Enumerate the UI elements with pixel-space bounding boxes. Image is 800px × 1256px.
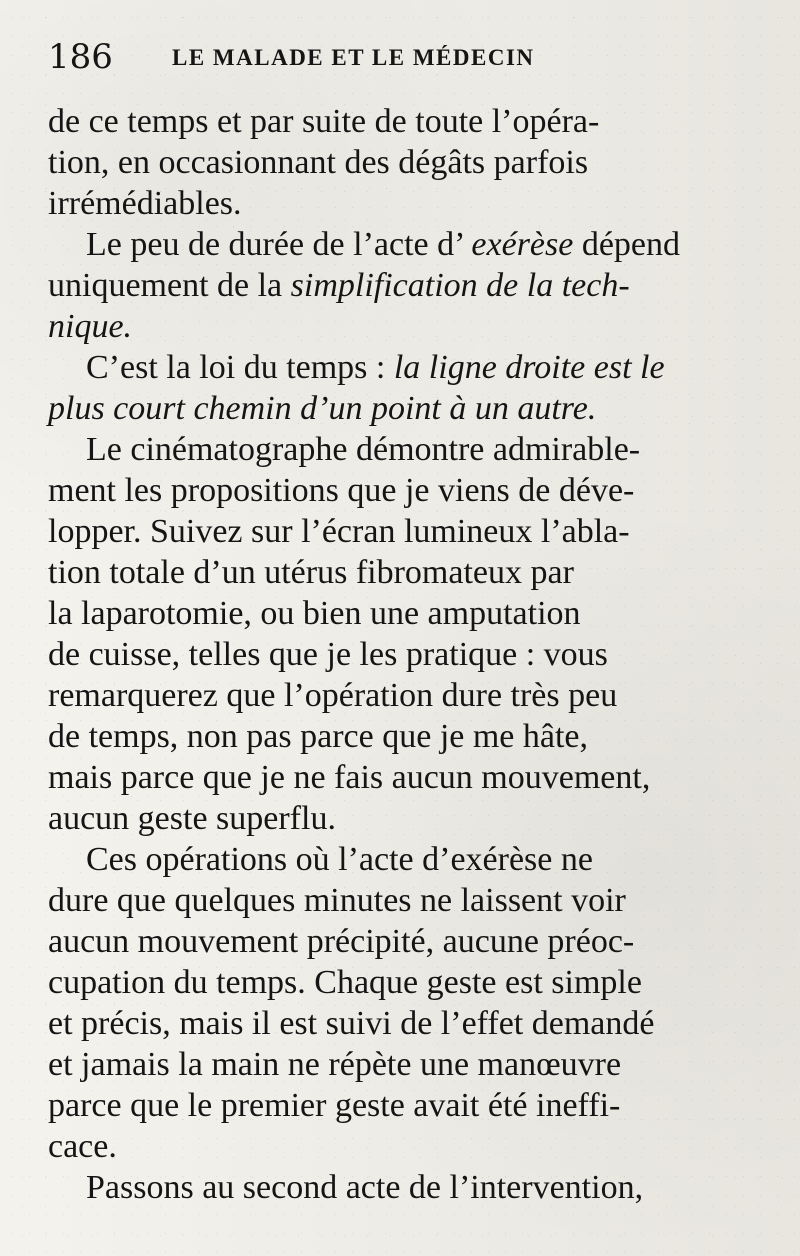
text-segment: cace. bbox=[48, 1128, 117, 1165]
text-segment: aucun mouvement précipité, aucune préoc- bbox=[48, 923, 635, 960]
text-segment: lopper. Suivez sur l’écran lumineux l’abla- bbox=[48, 513, 630, 550]
text-line bbox=[48, 594, 581, 634]
text-line bbox=[48, 553, 574, 593]
text-segment: aucun geste superflu. bbox=[48, 800, 336, 837]
running-title: LE MALADE ET LE MÉDECIN bbox=[172, 45, 535, 70]
text-segment: dépend bbox=[581, 226, 681, 263]
text-line bbox=[86, 225, 680, 265]
text-segment: tion totale d’un utérus fibromateux par bbox=[48, 554, 574, 591]
text-segment: mais parce que je ne fais aucun mouvement, bbox=[48, 759, 651, 796]
text-segment: Le peu de durée de l’acte d’ bbox=[86, 226, 463, 263]
italic-text-segment: nique. bbox=[48, 308, 133, 345]
text-line bbox=[48, 266, 630, 306]
text-segment: C’est la loi du temps : bbox=[86, 349, 394, 386]
text-line bbox=[48, 799, 336, 839]
text-line bbox=[48, 922, 634, 962]
text-segment: et précis, mais il est suivi de l’effet demandé bbox=[48, 1005, 655, 1042]
text-segment: de cuisse, telles que je les pratique : vous bbox=[48, 636, 608, 673]
text-line bbox=[86, 348, 665, 388]
text-segment: uniquement de la bbox=[48, 267, 291, 304]
text-line bbox=[86, 840, 593, 880]
text-segment: tion, en occasionnant des dégâts parfois bbox=[48, 144, 589, 181]
text-line bbox=[48, 307, 132, 347]
text-segment: de ce temps et par suite de toute l’opéra- bbox=[48, 103, 600, 140]
text-line bbox=[48, 512, 630, 552]
text-line bbox=[48, 1086, 620, 1126]
text-segment: la laparotomie, ou bien une amputation bbox=[48, 595, 581, 632]
text-segment: et jamais la main ne répète une manœuvre bbox=[48, 1046, 622, 1083]
text-line bbox=[48, 635, 608, 675]
text-segment: dure que quelques minutes ne laissent voir bbox=[48, 882, 626, 919]
text-line bbox=[48, 963, 642, 1003]
text-segment: Le cinématographe démontre admirable- bbox=[86, 431, 641, 468]
text-line bbox=[86, 1168, 643, 1208]
text-line bbox=[48, 102, 599, 142]
text-segment: irrémédiables. bbox=[48, 185, 242, 222]
text-line bbox=[48, 471, 634, 511]
text-segment: Ces opérations où l’acte d’exérèse ne bbox=[86, 841, 593, 878]
text-segment: de temps, non pas parce que je me hâte, bbox=[48, 718, 589, 755]
text-line bbox=[86, 430, 640, 470]
text-line bbox=[48, 758, 650, 798]
text-segment: ment les propositions que je viens de déve- bbox=[48, 472, 635, 509]
italic-text-segment: exérèse bbox=[471, 226, 574, 263]
text-line bbox=[48, 1045, 621, 1085]
italic-text-segment: la ligne droite est le bbox=[393, 349, 665, 386]
text-line bbox=[48, 676, 617, 716]
text-line bbox=[48, 389, 596, 429]
page-number: 186 bbox=[48, 37, 113, 77]
text-line bbox=[48, 881, 626, 921]
page-header bbox=[48, 35, 748, 80]
text-segment: parce que le premier geste avait été ineffi- bbox=[48, 1087, 621, 1124]
text-segment: remarquerez que l’opération dure très peu bbox=[48, 677, 618, 714]
text-line bbox=[48, 184, 242, 224]
italic-text-segment: plus court chemin d’un point à un autre. bbox=[48, 390, 597, 427]
text-line bbox=[48, 143, 588, 183]
text-segment: cupation du temps. Chaque geste est simple bbox=[48, 964, 642, 1001]
text-segment: Passons au second acte de l’intervention, bbox=[86, 1169, 644, 1206]
italic-text-segment: simplification de la tech- bbox=[290, 267, 630, 304]
text-line bbox=[48, 1127, 117, 1167]
text-line bbox=[48, 717, 588, 757]
text-line bbox=[48, 1004, 654, 1044]
